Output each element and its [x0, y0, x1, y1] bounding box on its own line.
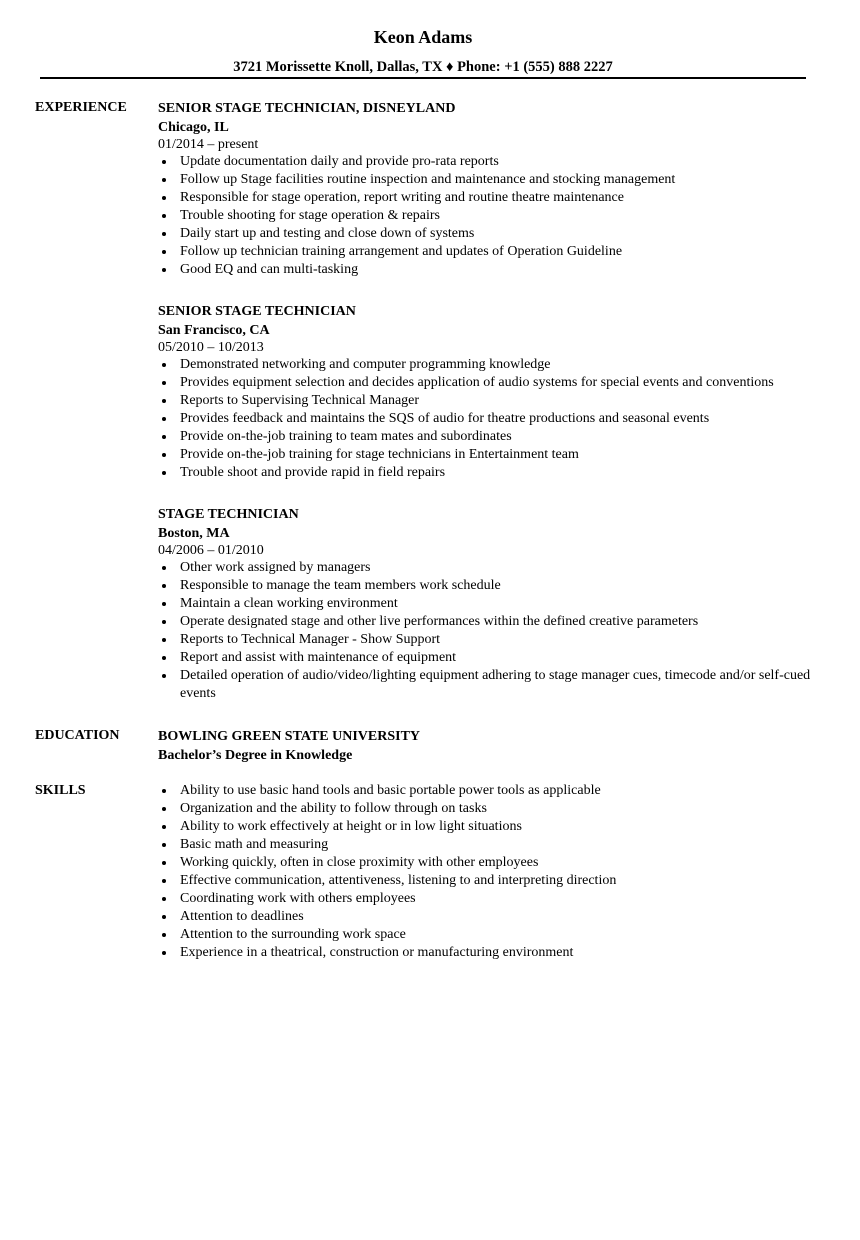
list-item: Provides equipment selection and decides application of audio systems for special events and conventions — [158, 374, 818, 392]
education-body — [158, 727, 818, 765]
list-item: Trouble shoot and provide rapid in field repairs — [158, 464, 818, 482]
list-item: Working quickly, often in close proximity with other employees — [158, 854, 818, 872]
list-item: Responsible to manage the team members work schedule — [158, 577, 818, 595]
job-dates: 01/2014 – present — [158, 137, 259, 152]
job-entry — [158, 302, 818, 482]
skills-body — [158, 782, 818, 962]
skills-heading: SKILLS — [35, 783, 86, 798]
list-item: Organization and the ability to follow through on tasks — [158, 800, 818, 818]
job-bullets — [158, 153, 818, 279]
job-bullets — [158, 356, 818, 482]
education-heading: EDUCATION — [35, 728, 120, 743]
list-item: Report and assist with maintenance of equipment — [158, 649, 818, 667]
list-item: Attention to the surrounding work space — [158, 926, 818, 944]
job-title: STAGE TECHNICIAN — [158, 507, 299, 522]
list-item: Provide on-the-job training for stage technicians in Entertainment team — [158, 446, 818, 464]
list-item: Provide on-the-job training to team mates and subordinates — [158, 428, 818, 446]
candidate-name: Keon Adams — [373, 27, 473, 47]
job-entry — [158, 99, 818, 279]
list-item: Basic math and measuring — [158, 836, 818, 854]
job-location: Chicago, IL — [158, 120, 229, 135]
list-item: Demonstrated networking and computer programming knowledge — [158, 356, 818, 374]
job-dates: 04/2006 – 01/2010 — [158, 543, 264, 558]
list-item: Follow up Stage facilities routine inspection and maintenance and stocking management — [158, 171, 818, 189]
job-title: SENIOR STAGE TECHNICIAN — [158, 304, 356, 319]
job-title: SENIOR STAGE TECHNICIAN, DISNEYLAND — [158, 101, 456, 116]
education-school: BOWLING GREEN STATE UNIVERSITY — [158, 729, 421, 744]
job-bullets — [158, 559, 818, 703]
list-item: Effective communication, attentiveness, listening to and interpreting direction — [158, 872, 818, 890]
experience-body — [158, 99, 818, 726]
list-item: Reports to Supervising Technical Manager — [158, 392, 818, 410]
job-entry — [158, 505, 818, 703]
list-item: Detailed operation of audio/video/lighting equipment adhering to stage manager cues, timecode and/or self-cued events — [158, 667, 818, 703]
education-degree: Bachelor’s Degree in Knowledge — [158, 748, 353, 763]
list-item: Good EQ and can multi-tasking — [158, 261, 818, 279]
list-item: Maintain a clean working environment — [158, 595, 818, 613]
list-item: Ability to use basic hand tools and basic portable power tools as applicable — [158, 782, 818, 800]
list-item: Update documentation daily and provide pro-rata reports — [158, 153, 818, 171]
list-item: Provides feedback and maintains the SQS of audio for theatre productions and seasonal events — [158, 410, 818, 428]
list-item: Follow up technician training arrangement and updates of Operation Guideline — [158, 243, 818, 261]
list-item: Other work assigned by managers — [158, 559, 818, 577]
job-location: San Francisco, CA — [158, 323, 270, 338]
contact-line: 3721 Morissette Knoll, Dallas, TX ♦ Phone: +1 (555) 888 2227 — [233, 59, 613, 75]
experience-heading: EXPERIENCE — [35, 100, 127, 115]
job-dates: 05/2010 – 10/2013 — [158, 340, 264, 355]
list-item: Responsible for stage operation, report writing and routine theatre maintenance — [158, 189, 818, 207]
list-item: Attention to deadlines — [158, 908, 818, 926]
job-location: Boston, MA — [158, 526, 230, 541]
header-divider — [40, 77, 806, 79]
list-item: Coordinating work with others employees — [158, 890, 818, 908]
list-item: Ability to work effectively at height or in low light situations — [158, 818, 818, 836]
skills-list — [158, 782, 818, 962]
list-item: Reports to Technical Manager - Show Support — [158, 631, 818, 649]
list-item: Daily start up and testing and close down of systems — [158, 225, 818, 243]
list-item: Trouble shooting for stage operation & repairs — [158, 207, 818, 225]
list-item: Operate designated stage and other live performances within the defined creative parameters — [158, 613, 818, 631]
list-item: Experience in a theatrical, construction or manufacturing environment — [158, 944, 818, 962]
